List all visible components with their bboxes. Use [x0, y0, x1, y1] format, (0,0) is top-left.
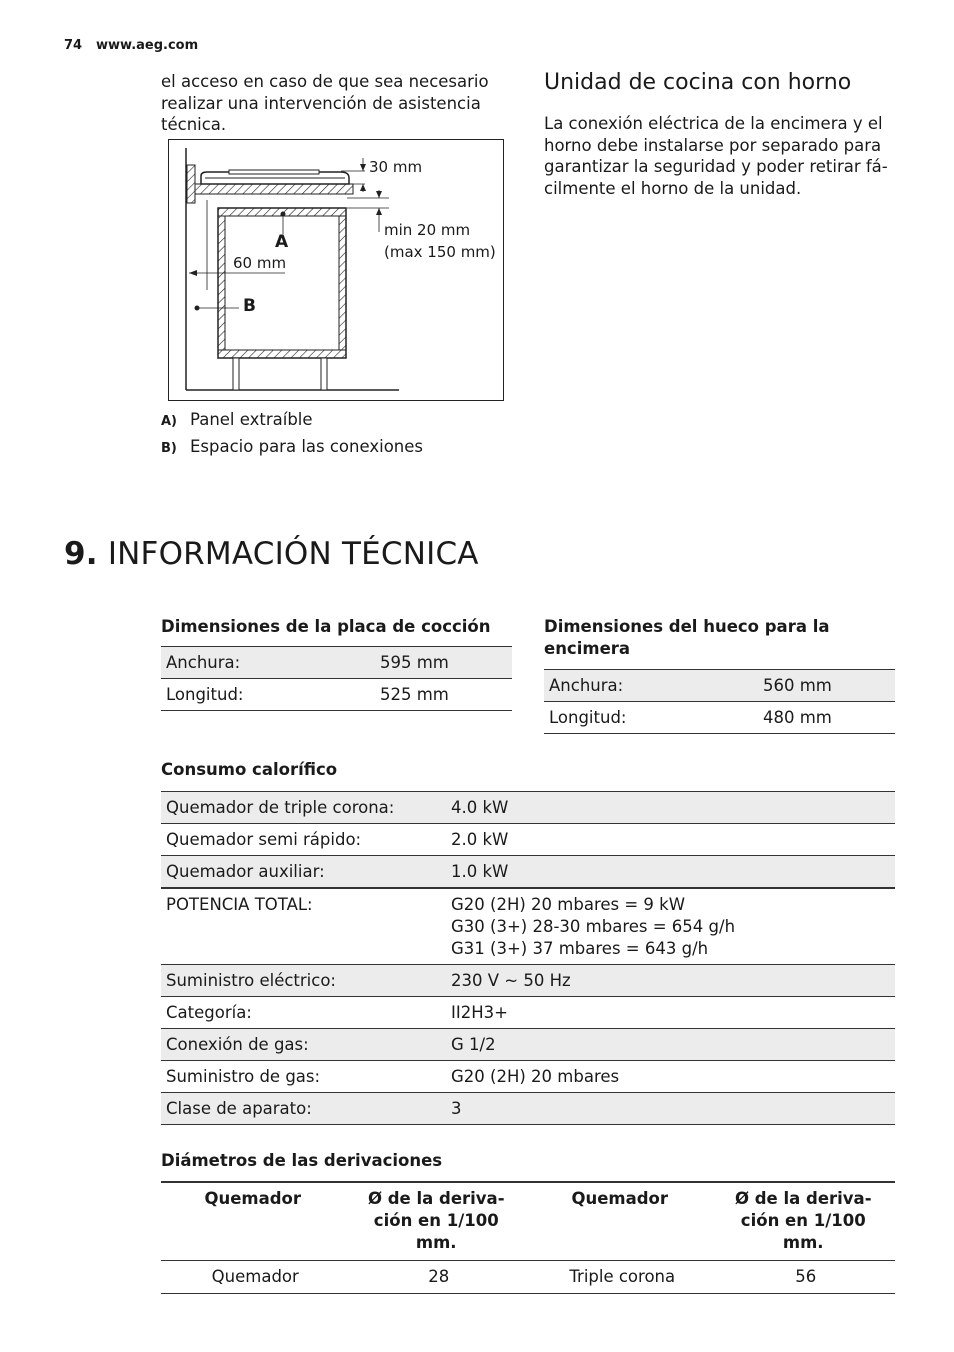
hob-dimensions-title: Dimensiones de la placa de cocción — [161, 617, 491, 636]
cutout-dimensions-title: Dimensiones del hueco para la encimera — [544, 617, 830, 658]
heat-input-table — [161, 791, 895, 1125]
cutout-dimensions-table — [544, 669, 895, 734]
chapter-heading: 9. INFORMACIÓN TÉCNICA — [64, 536, 479, 572]
installation-diagram — [169, 140, 503, 400]
dim-label-max150: (max 150 mm) — [384, 243, 496, 261]
bypass-title: Diámetros de las derivaciones — [161, 1151, 443, 1170]
table-header-row: Quemador Ø de la deriva- ción en 1/100 mm. Quemador Ø de la deriva- ción en 1/100 mm. — [161, 1182, 895, 1261]
table-row: POTENCIA TOTAL: G20 (2H) 20 mbares = 9 kW G30 (3+) 28-30 mbares = 654 g/h G31 (3+) 37 mbares = 643 g/h — [161, 888, 895, 965]
installation-figure — [168, 139, 504, 401]
table-row: Quemador de triple corona: 4.0 kW — [161, 792, 895, 824]
table-row: Quemador semi rápido: 2.0 kW — [161, 824, 895, 856]
table-row: Anchura: 560 mm — [544, 670, 895, 702]
table-row: Clase de aparato: 3 — [161, 1093, 895, 1125]
hob-dimensions-table — [161, 646, 512, 711]
dim-label-min20: min 20 mm — [384, 221, 471, 239]
table-row: Longitud: 525 mm — [161, 679, 512, 711]
section-title-unit: Unidad de cocina con horno — [544, 70, 852, 95]
legend-item-b: B) Espacio para las conexiones — [161, 437, 423, 456]
table-row: Categoría: II2H3+ — [161, 997, 895, 1029]
page-number: 74 — [64, 38, 83, 53]
label-a: A — [275, 232, 289, 252]
intro-text: el acceso en caso de que sea necesario realizar una intervención de asistencia técnica. — [161, 72, 489, 134]
heat-input-title: Consumo calorífico — [161, 760, 338, 779]
dim-label-60: 60 mm — [233, 254, 287, 272]
table-row: Quemador auxiliar: 1.0 kW — [161, 856, 895, 888]
table-row: Quemador 28 Triple corona 56 — [161, 1261, 895, 1294]
section-text-unit: La conexión eléctrica de la encimera y el horno debe instalarse por separado para garantizar la seguridad y poder retirar fá-cilmente el horno de la unidad. — [544, 114, 888, 198]
label-b: B — [243, 296, 256, 316]
table-row: Suministro de gas: G20 (2H) 20 mbares — [161, 1061, 895, 1093]
site-url: www.aeg.com — [96, 38, 199, 53]
table-row: Suministro eléctrico: 230 V ~ 50 Hz — [161, 965, 895, 997]
bypass-table — [161, 1181, 895, 1294]
table-row: Conexión de gas: G 1/2 — [161, 1029, 895, 1061]
dim-label-30: 30 mm — [369, 158, 423, 176]
table-row: Anchura: 595 mm — [161, 647, 512, 679]
legend-item-a: A) Panel extraíble — [161, 410, 313, 429]
table-row: Longitud: 480 mm — [544, 702, 895, 734]
